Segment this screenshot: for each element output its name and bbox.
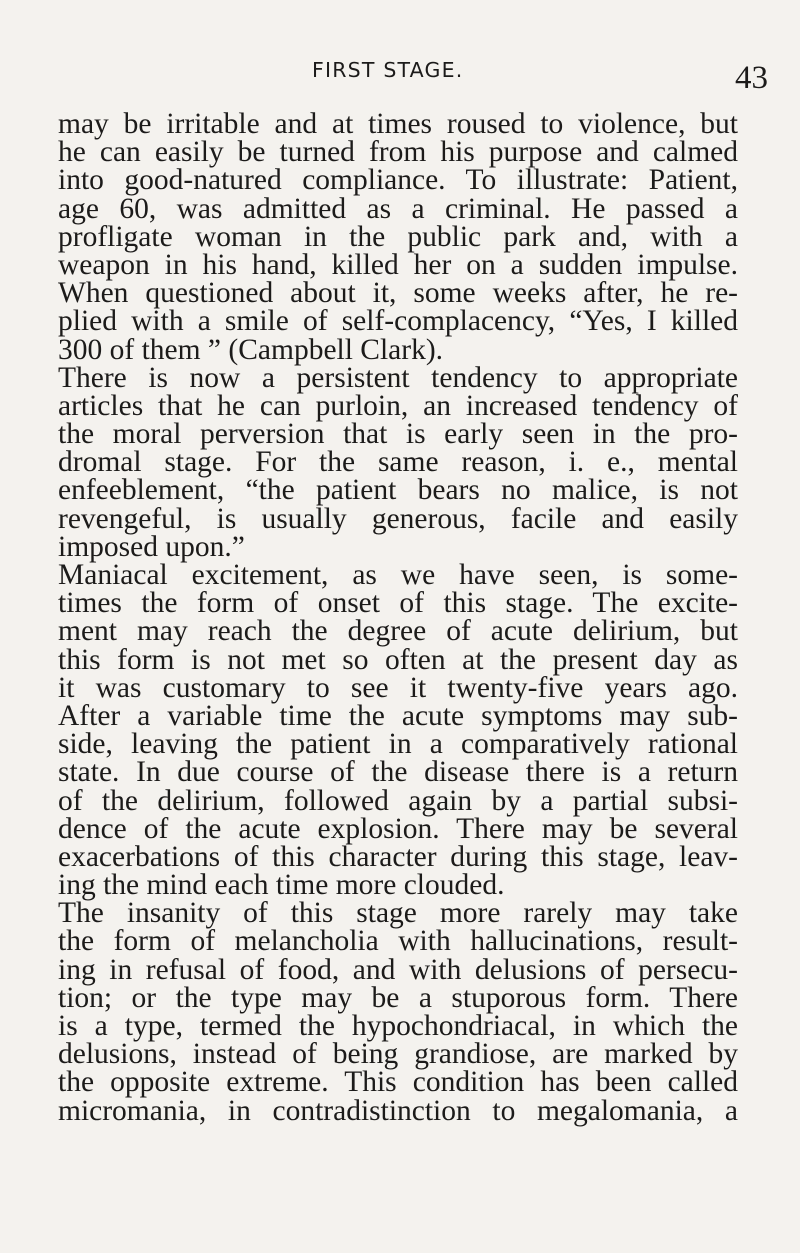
text-line: Maniacal excitement, as we have seen, is some- <box>58 559 738 591</box>
text-line: ing in refusal of food, and with delusions of persecu- <box>58 953 738 986</box>
text-line: of the delirium, followed again by a partial subsi- <box>58 784 738 817</box>
text-line: into good-natured compliance. To illustrate: Patient, <box>58 164 738 197</box>
paragraph-1 <box>58 110 738 364</box>
text-line: this form is not met so often at the present day as <box>58 643 738 676</box>
text-line: The insanity of this stage more rarely may take <box>58 897 738 930</box>
text-line: weapon in his hand, killed her on a sudden impulse. <box>58 248 738 281</box>
text-line: enfeeblement, “the patient bears no malice, is not <box>58 474 738 507</box>
page-number: 43 <box>735 60 768 96</box>
text-line: articles that he can purloin, an increased tendency of <box>58 389 738 422</box>
text-line: ing the mind each time more clouded. <box>58 869 505 902</box>
text-line: is a type, termed the hypochondriacal, in which the <box>58 1010 738 1042</box>
body-text <box>58 110 738 1125</box>
text-line: age 60, was admitted as a criminal. He passed a <box>58 192 738 225</box>
text-line: dromal stage. For the same reason, i. e., mental <box>58 446 738 479</box>
text-line: state. In due course of the disease there is a return <box>58 756 738 789</box>
text-line: times the form of onset of this stage. The excite- <box>58 587 738 620</box>
text-line: 300 of them ” (Campbell Clark). <box>58 333 444 366</box>
paragraph-2 <box>58 361 738 563</box>
text-line: the opposite extreme. This condition has been called <box>58 1066 738 1099</box>
text-line: exacerbations of this character during this stage, leav- <box>58 840 738 873</box>
text-line: may be irritable and at times roused to violence, but <box>58 108 738 140</box>
text-line: After a variable time the acute symptoms may sub- <box>58 699 738 732</box>
text-line: he can easily be turned from his purpose and calmed <box>58 136 738 169</box>
text-line: dence of the acute explosion. There may be several <box>58 812 738 845</box>
text-line: imposed upon.” <box>58 530 245 563</box>
text-line: plied with a smile of self-complacency, “Yes, I killed <box>58 305 738 338</box>
text-line: it was customary to see it twenty-five years ago. <box>58 671 738 704</box>
text-line: the form of melancholia with hallucinations, result- <box>58 925 738 958</box>
text-line: profligate woman in the public park and, with a <box>58 220 738 253</box>
text-line: revengeful, is usually generous, facile and easily <box>58 502 738 535</box>
paragraph-3 <box>58 559 738 902</box>
text-line: ment may reach the degree of acute delirium, but <box>58 615 738 648</box>
text-line: tion; or the type may be a stuporous form. There <box>58 981 738 1014</box>
text-line: delusions, instead of being grandiose, are marked by <box>58 1038 738 1071</box>
text-line: micromania, in contradistinction to megalomania, a <box>58 1094 738 1127</box>
running-head: FIRST STAGE. <box>312 58 464 82</box>
paragraph-4 <box>58 899 738 1125</box>
text-line: the moral perversion that is early seen in the pro- <box>58 418 738 451</box>
text-line: There is now a persistent tendency to appropriate <box>58 361 738 394</box>
text-line: When questioned about it, some weeks after, he re- <box>58 277 738 310</box>
text-line: side, leaving the patient in a comparatively rational <box>58 728 738 761</box>
